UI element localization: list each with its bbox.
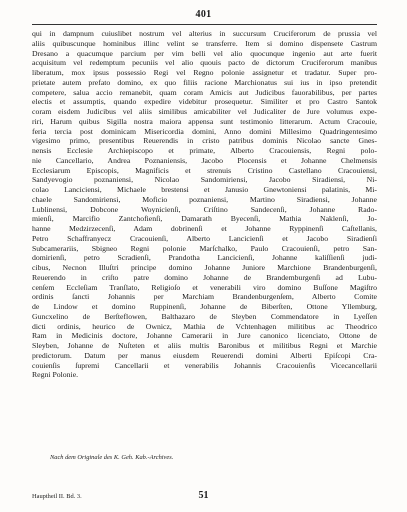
text-line: cenſem Eccleſiam Tranſlato, Religioſo et venerabili viro domino Buſſone Magiſtro bbox=[32, 282, 377, 292]
text-line: Sleyben, Johanne de Nuſteten et aliis multis Baronibus et militibus Regni et Marchie bbox=[32, 341, 377, 350]
text-line: Sandyevogio poznaniensi, Nicolao Sandomiriensi, Jacobo Siradiensi, Ni- bbox=[32, 175, 377, 185]
text-line: Reuerendo in criſto patre domino Johanne de Brandemburgenſi ad Lubu- bbox=[32, 272, 377, 282]
printer-signature: 51 bbox=[198, 490, 209, 501]
text-line: dicti ordinis, heurico de Ownicz, Mathia de Vchtenhagen militibus ac Theodrico bbox=[32, 321, 377, 331]
volume-reference: Hauptheil II. Bd. 3. bbox=[32, 493, 82, 500]
page-number: 401 bbox=[195, 9, 212, 20]
text-line: nensis Ecclesie Archiepiscopo et primate, Alberto Cracouiensis, Regni polo- bbox=[32, 146, 377, 155]
text-line: liberatum, mox ipsus possessio Regi vel Regno polonie assignetur et tradatur. Super pro- bbox=[32, 68, 377, 77]
text-line: aliis quibuscunque hominibus illinc velint se transferre. Item si domino dispensete Castrum bbox=[32, 38, 377, 48]
text-line: vigesimo primo, presentibus Reuerendis in cristo patribus dominis Nicolao sancte Gnes- bbox=[32, 136, 377, 146]
text-line: Dresano a quacumque parcium per vim belli vel alio quocunque ingenio aut arte fuerit bbox=[32, 48, 377, 58]
text-line: chaele Sandomiriensi, Moficio poznaniensi, Martino Siradiensi, Johanne bbox=[32, 194, 377, 204]
text-line: nie Cancellario, Andrea Poznaniensis, Jacobo Plocensis et Johanne Chelmensis bbox=[32, 155, 377, 165]
text-line: domirienſi, petro Scradienſi, Prandotha Lancicienſi, Johanne kaliſſienſi judi- bbox=[32, 253, 377, 263]
text-line: Ram in Medicinis doctore, Johanne Camerarii in Jure canonico licenciato, Ottone de bbox=[32, 331, 377, 341]
text-line: Guncxelino de Berſteflowen, Balthazaro de Sleyben Commendatore in Lyeſſen bbox=[32, 311, 377, 321]
text-line: electis et assumptis, quando expedire videbitur prosequetur. Similiter et pro Castro Santok bbox=[32, 97, 377, 107]
text-line: couienſis ſupremi Cancellarii et venerabilis Johannis Cracouienſis Vicecancellarii bbox=[32, 360, 377, 370]
text-line: Subcamerariis, Sbigneo Regni polonie Marſchalko, Paulo Cracouienſi, petro San- bbox=[32, 243, 377, 253]
text-line: feria tercia post dominicam Misericordia domini, Anno domini Millesimo Quadringentesimo bbox=[32, 126, 377, 136]
text-line: Ecclesiarum Episcopis, Magnificis et strenuis Cristino Castellano Cracouiensi, bbox=[32, 165, 377, 175]
text-line: riri, Harum quibus Sigilla nostra maiora appensa sunt testimonio litterarum. Actum Cracouie, bbox=[32, 116, 377, 126]
text-line: coram eisdem Judicibus vel aliis similibus amicabiliter vel Judicaliter de Jure volumus expe- bbox=[32, 107, 377, 116]
text-line: predictorum. Datum per manus eiusdem Reuerendi domini Alberti Epiſcopi Cra- bbox=[32, 350, 377, 360]
text-line: de Lindow et domino Ruppinenſi, Johanne de Biberſten, Ottone Yllemburg, bbox=[32, 302, 377, 311]
text-line: colao Lanciciensi, Michaele brestensi et Janusio Gnewtoniensi palatinis, Mi- bbox=[32, 185, 377, 194]
text-line: prietate autem prefato domino, ex quo filiis racione Marchionatus sui ius in ipso pretendit bbox=[32, 77, 377, 87]
source-note: Nach dem Originale des K. Geh. Kab.-Archives. bbox=[50, 454, 174, 461]
text-line: ordinis ſancti Johannis per Marchiam Brandenburgenſem, Alberto Comite bbox=[32, 292, 377, 302]
text-line: acquisitum vel redemptum pecuniis vel alio quouis pacto de dictorum Cruciferorum manibus bbox=[32, 58, 377, 68]
text-line: competere, salua accio remanebit, quam coram Amicis aut Judicibus fauorabilibus, per partes bbox=[32, 87, 377, 97]
text-line: qui in dampnum cuiuslibet nostrum vel alterius in succursum Cruciferorum de prussia vel bbox=[32, 29, 377, 38]
header-rule bbox=[32, 24, 377, 25]
text-line: Lublinensi, Dobcone Woynicienſi, Criſtino Sandecenſi, Johanne Rado- bbox=[32, 204, 377, 214]
text-line: cibus, Necnon Illuſtri principe domino Johanne Juniore Marchione Brandenburgenſi, bbox=[32, 263, 377, 272]
text-line: mienſi, Marcifio Zantchofienſi, Damarath Byecenſi, Mathia Naklenſi, Jo- bbox=[32, 214, 377, 224]
text-line: Regni Polonie. bbox=[32, 370, 79, 380]
body-text bbox=[32, 29, 377, 380]
text-line: hanne Medzirzecenſi, Adam dobrinenſi et Johanne Ryppinenſi Caſtellanis, bbox=[32, 224, 377, 233]
text-line: Petro Schaffranyecz Cracouienſi, Alberto Lancicienſi et Jacobo Siradienſi bbox=[32, 233, 377, 243]
